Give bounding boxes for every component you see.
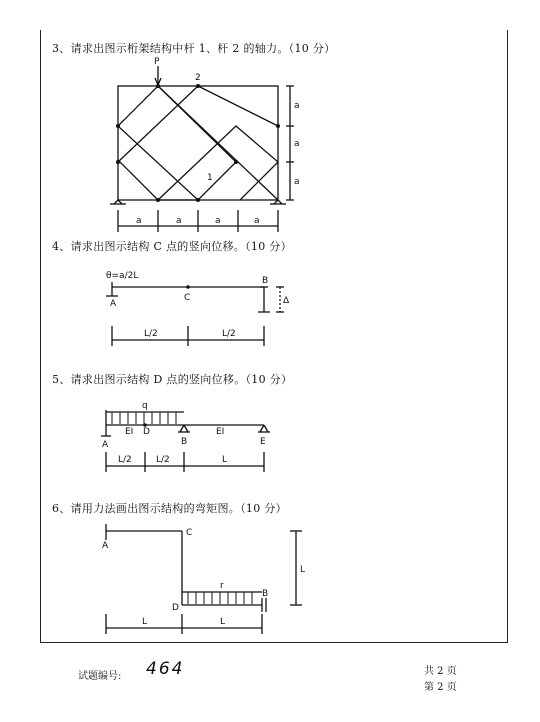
beam5-node-b: B [181, 437, 188, 447]
frame6-node-a: A [102, 541, 109, 551]
beam5-load-arrows [112, 412, 176, 424]
beam4-rotation-label: θ=a/2L [106, 271, 139, 281]
beam5-load-label: q [142, 401, 148, 411]
beam4-diagram [106, 282, 284, 346]
beam5-ei1: EI [125, 427, 134, 437]
truss-dim-a2: a [176, 216, 182, 226]
frame6-load-arrows [188, 592, 252, 604]
truss-dim-a3: a [215, 216, 221, 226]
frame6-height: L [300, 565, 306, 575]
beam4-span1: L/2 [144, 329, 158, 339]
total-pages: 共 2 页 [424, 666, 457, 677]
frame6-node-c: C [186, 528, 193, 538]
truss-vdim-a1: a [294, 101, 300, 111]
exam-code-label: 试题编号: [78, 671, 122, 682]
beam4-node-c: C [184, 293, 191, 303]
page-number: 第 2 页 [424, 682, 457, 693]
beam5-span2: L/2 [156, 455, 170, 465]
beam5-node-e: E [260, 437, 266, 447]
question-5-text: 5、请求出图示结构 D 点的竖向位移。（10 分） [52, 373, 293, 386]
truss-diag-upper-right [198, 86, 278, 126]
truss-outer-frame [118, 86, 278, 200]
truss-diag-lower-right [158, 126, 278, 200]
truss-dim-a1: a [136, 216, 142, 226]
exam-code-value: 464 [146, 659, 185, 679]
frame6-span2: L [220, 617, 226, 627]
frame6-load-label: r [220, 581, 224, 591]
beam4-node-b: B [262, 276, 269, 286]
beam5-span1: L/2 [118, 455, 132, 465]
truss-bar2-label: 2 [195, 73, 201, 83]
frame6-node-b: B [262, 589, 269, 599]
truss-diagram [110, 66, 294, 232]
truss-vdim-a2: a [294, 139, 300, 149]
beam4-node-a: A [110, 299, 117, 309]
truss-diag-mid [118, 86, 198, 162]
question-6-text: 6、请用力法画出图示结构的弯矩图。（10 分） [52, 502, 287, 515]
beam5-node-a: A [102, 440, 109, 450]
beam4-span2: L/2 [222, 329, 236, 339]
truss-diag-lower-left [118, 160, 158, 200]
truss-load-label: P [154, 57, 160, 67]
question-3-text: 3、请求出图示桁架结构中杆 1、杆 2 的轴力。（10 分） [52, 42, 336, 55]
truss-dim-a4: a [254, 216, 260, 226]
question-4-text: 4、请求出图示结构 C 点的竖向位移。（10 分） [52, 240, 292, 253]
truss-bar1-label: 1 [207, 173, 213, 183]
beam5-node-d: D [143, 427, 150, 437]
beam4-delta: Δ [283, 296, 290, 306]
beam5-span3: L [222, 455, 228, 465]
truss-vdim-a3: a [294, 177, 300, 187]
frame6-span1: L [142, 617, 148, 627]
frame6-diagram [106, 524, 302, 634]
frame6-node-d: D [172, 603, 179, 613]
beam5-ei2: EI [216, 427, 225, 437]
